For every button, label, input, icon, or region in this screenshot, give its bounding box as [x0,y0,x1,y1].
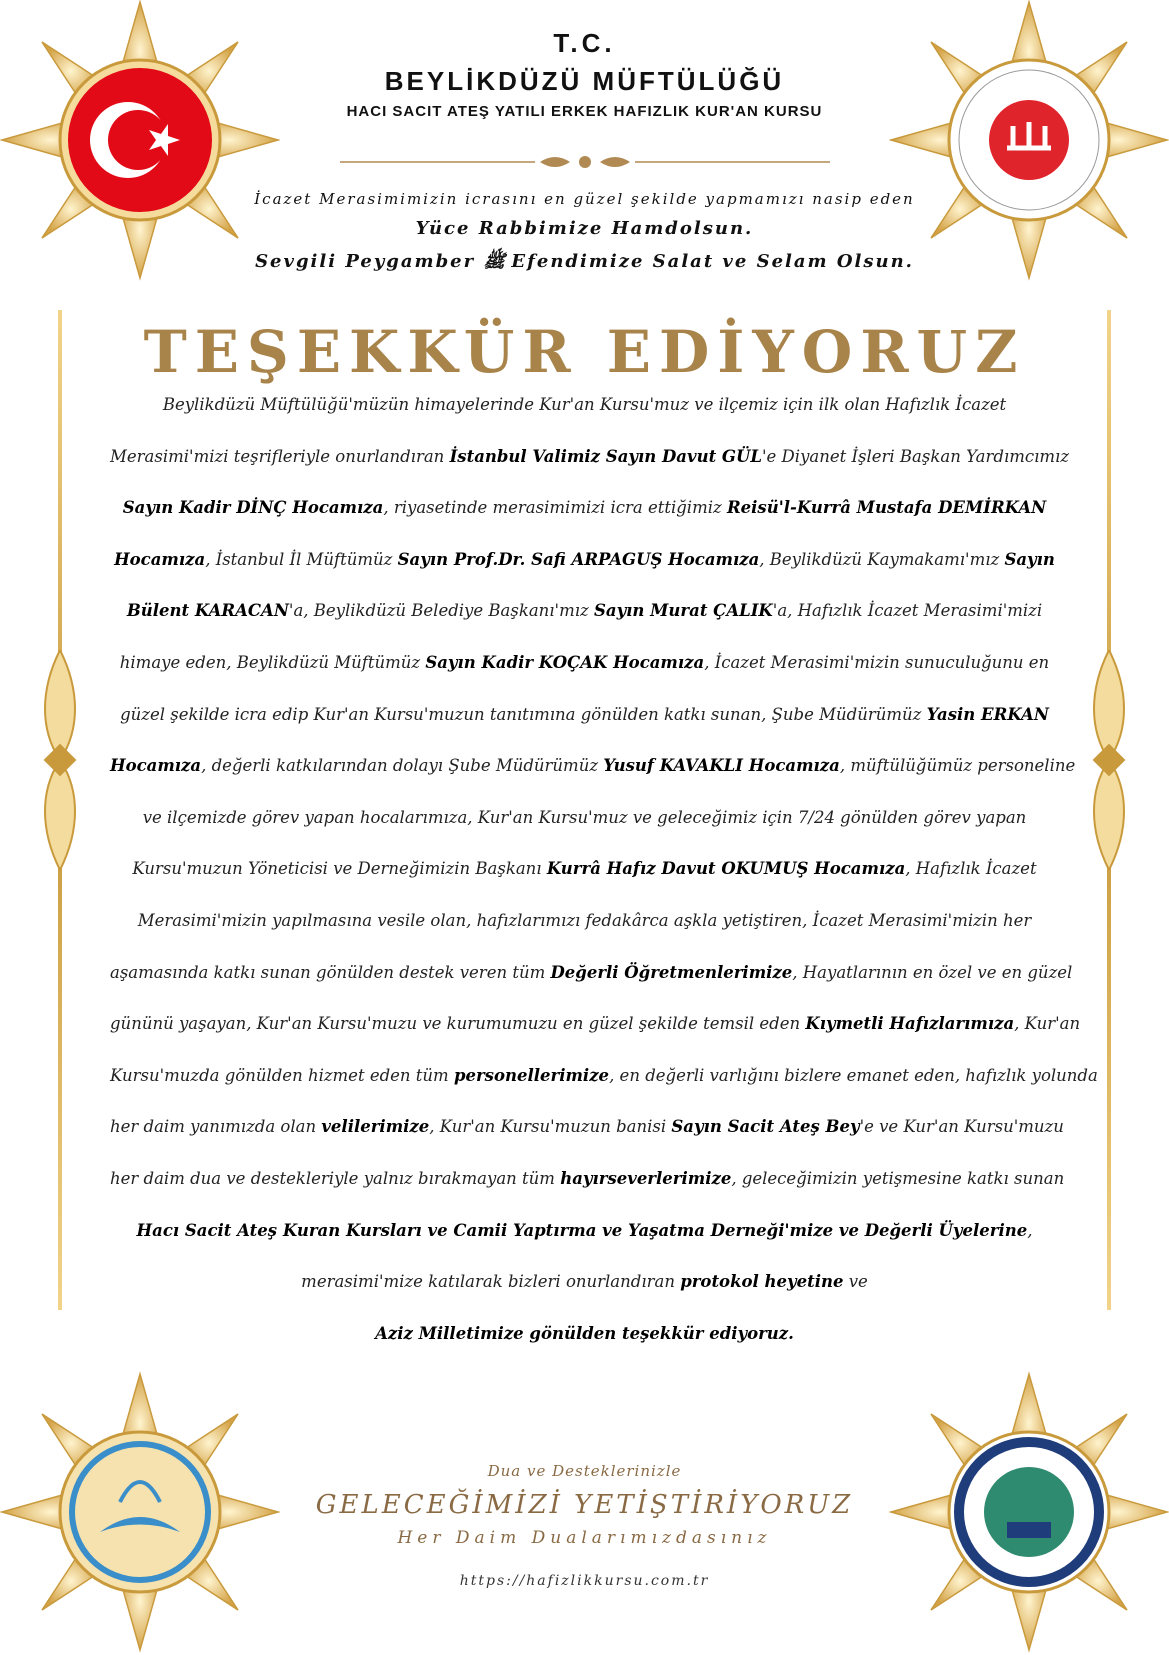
body-emphasis: Yasin ERKAN [926,704,1049,724]
body-line [110,1272,1059,1291]
body-segment: ve ilçemizde görev yapan hocalarımıza, Kur'an Kursu'muz ve geleceğimiz için 7/24 gönülden görev yapan [142,807,1027,827]
body-segment: her daim yanımızda olan [110,1117,322,1137]
body-segment: , Hayatlarının en özel ve en güzel [792,962,1073,982]
body-emphasis: Bülent KARACAN [126,601,289,621]
body-segment: , Hafızlık İcazet [905,859,1037,879]
body-emphasis: protokol heyetine [680,1272,844,1292]
body-emphasis: Sayın [1004,549,1055,569]
body-emphasis: velilerimize [321,1117,430,1137]
body-emphasis: Reisü'l-Kurrâ Mustafa DEMİRKAN [726,498,1047,518]
body-segment: Kursu'muzun Yöneticisi ve Derneğimizin Başkanı [132,859,547,879]
footer-line-1: Dua ve Desteklerinizle [487,1462,682,1480]
body-line [110,653,1059,672]
body-segment: , Kur'an [1014,1014,1081,1034]
body-segment: aşamasında katkı sunan gönülden destek veren tüm [110,962,551,982]
intro-line-2: Yüce Rabbimize Hamdolsun. [415,218,754,239]
body-line [110,962,1073,982]
body-emphasis: Hocamıza [110,756,202,776]
body-line [110,1065,1098,1085]
body-emphasis: Yusuf KAVAKLI Hocamıza [603,756,840,776]
right-ornament-icon [1084,650,1134,870]
header-tc: T.C. [553,28,616,58]
footer-line-3: Her Daim Dualarımızdasınız [397,1528,772,1548]
body-line [110,1169,1065,1188]
body-line [110,1117,1064,1137]
body-emphasis: Aziz Milletimize gönülden teşekkür ediyoruz. [375,1323,794,1343]
body-segment: 'e Diyanet İşleri Başkan Yardımcımız [762,446,1070,466]
body-line [110,1324,1059,1343]
body-segment: 'a, Beylikdüzü Belediye Başkanı'mız [288,601,594,621]
body-segment: ve [843,1272,868,1292]
body-segment: , müftülüğümüz personeline [839,756,1076,776]
body-emphasis: Sayın Sacit Ateş Bey [671,1117,860,1137]
body-line [110,859,1059,878]
body-line [110,446,1070,466]
body-segment: Kursu'muzda gönülden hizmet eden tüm [110,1065,454,1085]
body-segment: Beylikdüzü Müftülüğü'müzün himayelerinde Kur'an Kursu'muz ve ilçemiz için ilk olan Hafızlık İcazet [162,395,1007,414]
footer-url-link[interactable]: https://hafizlikkursu.com.tr [459,1573,710,1589]
header-mufti: BEYLİKDÜZÜ MÜFTÜLÜĞÜ [384,66,785,96]
body-emphasis: Sayın Prof.Dr. Safi ARPAGUŞ Hocamıza [397,549,760,569]
body-line [110,601,1059,620]
intro-line-3: Sevgili Peygamber ﷺ Efendimize Salat ve Selam Olsun. [255,251,914,272]
page-title: TEŞEKKÜR EDİYORUZ [143,318,1026,386]
body-segment: , en değerli varlığını bizlere emanet eden, hafızlık yolunda [609,1065,1098,1085]
body-line [110,395,1059,414]
body-emphasis: Kıymetli Hafızlarımıza [805,1014,1015,1034]
body-segment: 'a, Hafızlık İcazet Merasimi'mizi [772,601,1043,621]
body-emphasis: Kurrâ Hafız Davut OKUMUŞ Hocamıza [546,859,906,879]
body-segment: , geleceğimizin yetişmesine katkı sunan [731,1169,1065,1188]
body-segment: Merasimi'mizin yapılmasına vesile olan, hafızlarımızı fedakârca aşkla yetiştiren, İcazet Merasimi'mizin her [137,911,1032,930]
body-segment: merasimi'mize katılarak bizleri onurlandıran [301,1272,681,1292]
body-line [110,1014,1081,1034]
body-segment: 'e ve Kur'an Kursu'muzu [859,1117,1064,1137]
body-segment: , riyasetinde merasimimizi icra ettiğimiz [383,498,727,518]
header-divider-icon [340,152,830,172]
body-emphasis: Sayın Kadir DİNÇ Hocamıza [122,498,384,518]
body-emphasis: Sayın Kadir KOÇAK Hocamıza [425,653,705,672]
header-kurs: HACI SACIT ATEŞ YATILI ERKEK HAFIZLIK KUR'AN KURSU [346,103,823,120]
body-emphasis: Hacı Sacit Ateş Kuran Kursları ve Camii Yaptırma ve Yaşatma Derneği'mize ve Değerli Üyelerine [136,1220,1028,1240]
intro-line-1: İcazet Merasimimizin icrasını en güzel şekilde yapmamızı nasip eden [254,190,915,208]
body-segment: himaye eden, Beylikdüzü Müftümüz [119,653,426,672]
body-line [110,911,1059,930]
body-segment: , Kur'an Kursu'muzun banisi [429,1117,672,1137]
body-segment: , İstanbul İl Müftümüz [205,549,398,569]
body-segment: güzel şekilde icra edip Kur'an Kursu'muzun tanıtımına gönülden katkı sunan, Şube Müdürümüz [120,704,927,724]
body-line [110,1221,1059,1240]
body-emphasis: Değerli Öğretmenlerimize [550,962,793,982]
body-emphasis: hayırseverlerimize [560,1169,732,1188]
body-emphasis: Sayın Murat ÇALIK [593,601,773,621]
body-segment: gününü yaşayan, Kur'an Kursu'muzu ve kurumumuzu en güzel şekilde temsil eden [110,1014,806,1034]
footer-line-2: GELECEĞİMİZİ YETİŞTİRİYORUZ [315,1490,854,1520]
body-line [110,550,1059,569]
body-line [110,705,1059,724]
body-segment: her daim dua ve destekleriyle yalnız bırakmayan tüm [110,1169,561,1188]
body-segment: Merasimi'mizi teşrifleriyle onurlandıran [110,446,450,466]
body-segment: , [1027,1220,1033,1240]
body-line [110,498,1059,517]
body-emphasis: İstanbul Valimiz Sayın Davut GÜL [449,446,763,466]
body-line [110,808,1059,827]
body-segment: , Beylikdüzü Kaymakamı'mız [759,549,1005,569]
left-ornament-icon [35,650,85,870]
body-segment: , değerli katkılarından dolayı Şube Müdürümüz [201,756,604,776]
body-segment: , İcazet Merasimi'mizin sunuculuğunu en [704,653,1050,672]
body-emphasis: Hocamıza [114,549,206,569]
body-line [110,756,1076,776]
body-emphasis: personellerimize [453,1065,610,1085]
